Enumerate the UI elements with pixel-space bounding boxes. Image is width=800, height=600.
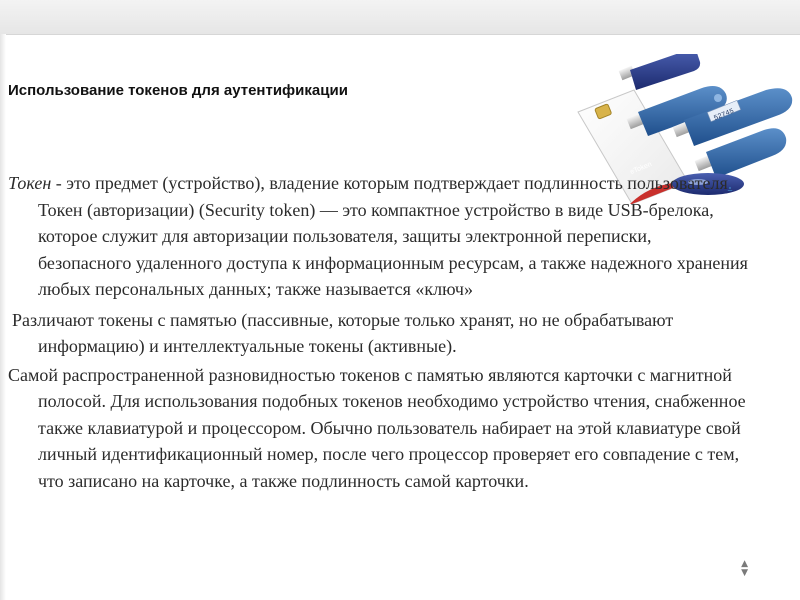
slide-title: Использование токенов для аутентификации <box>8 82 348 99</box>
slide-nav <box>741 560 748 578</box>
slide-left-edge <box>0 34 6 600</box>
paragraph-magnetic-cards: Самой распространенной разновидностью токенов с памятью являются карточки с магнитной полосой. Для использования подобных токенов необходимо устройство чтения, снабженное также клавиатурой и процессором. Обычно пользователь набирает на этой клавиатуре свой личный идентификационный номер, после чего процессор проверяет его совпадение с тем, что записано на карточке, а также подлинность самой карточки. <box>8 364 746 491</box>
hyperlink[interactable]: . <box>727 173 733 193</box>
paragraph-token-definition <box>8 170 748 303</box>
slide-body <box>8 170 748 494</box>
card-label: eToken <box>629 161 653 176</box>
term-token: Токен <box>8 173 52 193</box>
security-token-text: Токен (авторизации) (Security token) — это компактное устройство в виде USB-брелока, которое служит для авторизации пользователя, защиты электронной переписки, безопасного удаленного доступа к информационным ресурсам, а также надежного хранения любых персональных данных; также называется «ключ» <box>38 199 748 299</box>
next-slide-icon[interactable]: ▼ <box>741 568 748 578</box>
paragraph-token-types: Различают токены с памятью (пассивные, которые только хранят, но не обрабатывают информацию) и интеллектуальные токены (активные). <box>12 309 674 356</box>
slide-top-band <box>0 0 800 35</box>
definition-text: - это предмет (устройство), владение которым подтверждает подлинность пользователя <box>51 173 728 193</box>
usb-token-icon <box>619 54 700 90</box>
token-label: 52745 <box>712 107 736 123</box>
prev-slide-icon[interactable]: ▲ <box>741 559 748 569</box>
